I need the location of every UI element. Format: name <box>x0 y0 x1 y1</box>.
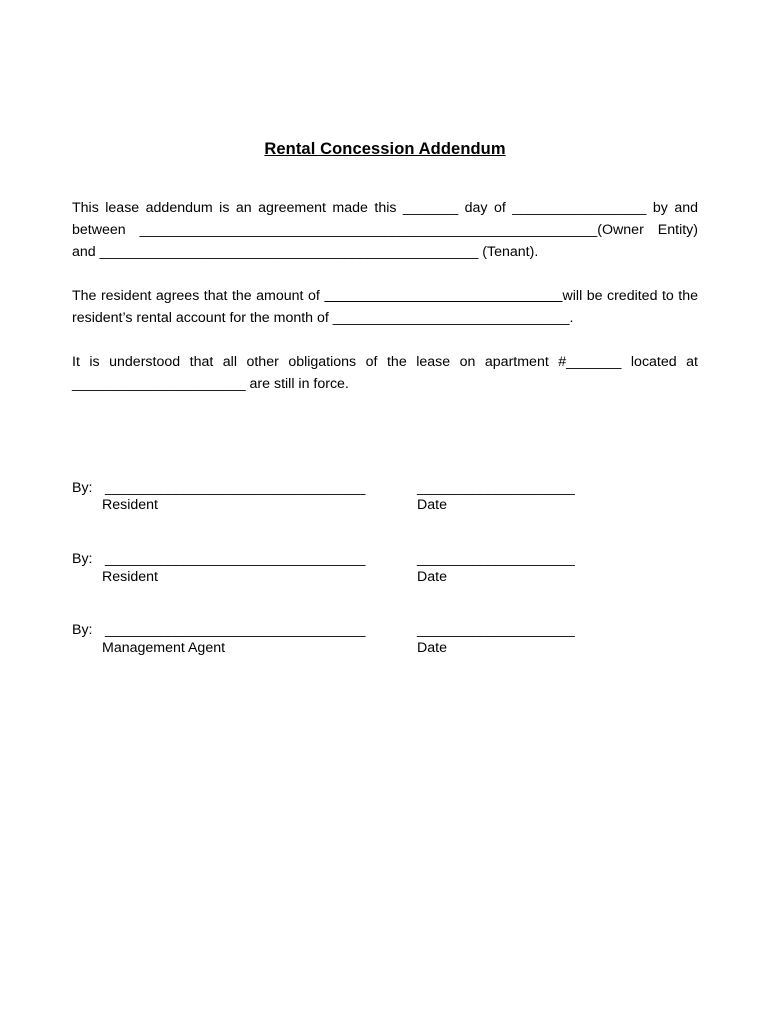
date-line: ____________________ <box>417 622 575 638</box>
para2-line1-text: The resident agrees that the amount of <box>72 288 325 304</box>
page-title: Rental Concession Addendum <box>264 140 506 158</box>
date-label: Date <box>417 569 447 585</box>
signature-role-label: Resident <box>102 497 158 513</box>
signature-role-label: Management Agent <box>102 640 226 656</box>
amount-blank <box>324 288 562 304</box>
para1-line2: between __________________________________________________________(Owner Entity) <box>72 222 698 238</box>
signature-line: _________________________________ <box>105 551 366 567</box>
date-label: Date <box>417 497 447 513</box>
date-line: ____________________ <box>417 480 575 496</box>
signature-role-label: Resident <box>102 569 158 585</box>
signature-by-label: By: <box>72 480 93 496</box>
para3-line1: It is understood that all other obligations of the lease on apartment #_______ located at <box>72 354 698 370</box>
para2-line2: resident’s rental account for the month of ______________________________. <box>72 310 574 326</box>
date-label: Date <box>417 640 447 656</box>
para3-line2: ______________________ are still in force. <box>72 376 349 392</box>
para2-line1-tail: will be credited to the <box>562 288 699 304</box>
signature-line: _________________________________ <box>105 480 366 496</box>
date-line: ____________________ <box>417 551 575 567</box>
para1-line1: This lease addendum is an agreement made this _______ day of _________________ by and <box>72 200 698 216</box>
signature-by-label: By: <box>72 551 93 567</box>
para1-line3: and ________________________________________________ (Tenant). <box>72 244 539 260</box>
signature-by-label: By: <box>72 622 93 638</box>
signature-line: _________________________________ <box>105 622 366 638</box>
para2-line1 <box>72 287 698 305</box>
